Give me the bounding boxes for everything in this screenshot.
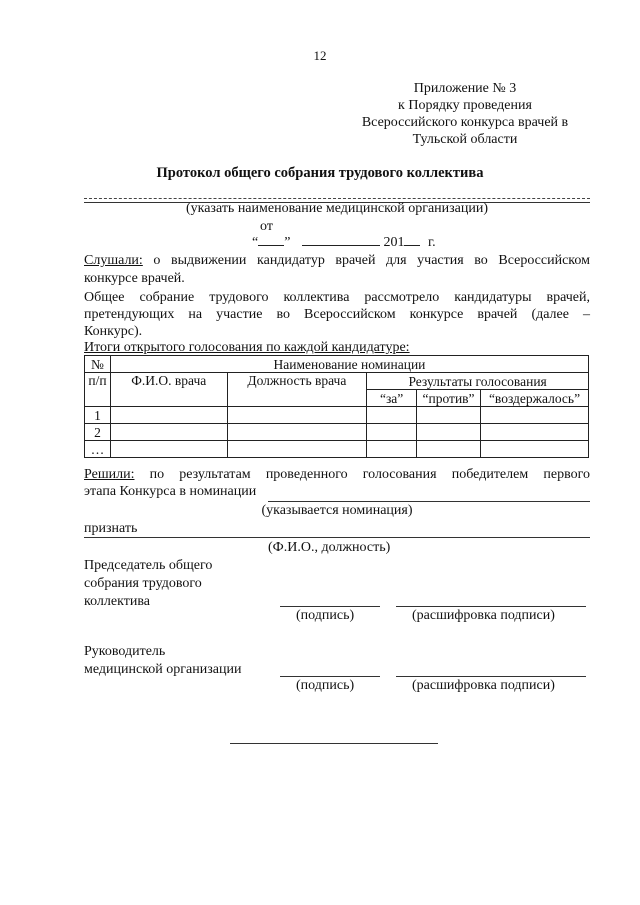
against-header: “против” <box>417 390 481 407</box>
num-header-1: № <box>85 356 111 373</box>
num-header-2: п/п <box>85 373 111 407</box>
date-open-quote: “ <box>252 235 259 250</box>
date-year: 201 <box>383 235 405 250</box>
paragraph-line-3: Конкурс). <box>84 324 143 339</box>
table-cell <box>481 407 589 424</box>
appendix-line-4: Тульской области <box>412 132 518 147</box>
nomination-header: Наименование номинации <box>110 356 588 373</box>
table-cell <box>481 441 589 458</box>
results-heading: Итоги открытого голосования по каждой кандидатуре: <box>84 340 410 355</box>
chairman-signature-hint: (подпись) <box>296 608 355 623</box>
table-cell <box>227 424 367 441</box>
chairman-decode-line <box>396 606 586 607</box>
chairman-line-2: собрания трудового <box>84 576 202 591</box>
head-decode-hint: (расшифровка подписи) <box>412 678 555 693</box>
head-line-1: Руководитель <box>84 644 166 659</box>
appendix-line-3: Всероссийского конкурса врачей в <box>361 115 569 130</box>
chairman-signature-line <box>280 606 380 607</box>
chairman-line-3: коллектива <box>84 594 150 609</box>
head-signature-line <box>280 676 380 677</box>
decided-line-2: этапа Конкурса в номинации <box>84 484 257 499</box>
document-title: Протокол общего собрания трудового коллектива <box>156 165 484 181</box>
table-cell <box>367 424 417 441</box>
org-name-line <box>84 198 590 199</box>
end-line <box>230 743 438 744</box>
appendix-line-2: к Порядку проведения <box>398 98 532 113</box>
appendix-line-1: Приложение № 3 <box>413 81 517 96</box>
head-decode-line <box>396 676 586 677</box>
name-header: Ф.И.О. врача <box>110 373 227 407</box>
voting-results-table <box>84 355 589 458</box>
table-cell <box>367 441 417 458</box>
table-row <box>85 441 589 458</box>
org-name-hint: (указать наименование медицинской организации) <box>185 201 489 216</box>
table-cell <box>417 407 481 424</box>
chairman-block <box>84 557 212 611</box>
decided-line-1 <box>84 467 590 483</box>
table-cell <box>227 407 367 424</box>
heard-text-1: о выдвижении кандидатур врачей для участия во Всероссийском <box>153 253 590 268</box>
table-cell <box>481 424 589 441</box>
abstain-header: “воздержалось” <box>481 390 589 407</box>
table-row <box>85 424 589 441</box>
table-cell <box>417 424 481 441</box>
position-header: Должность врача <box>227 373 367 407</box>
table-cell <box>110 441 227 458</box>
paragraph-line-1: Общее собрание трудового коллектива рассмотрело кандидатуры врачей, <box>84 290 590 305</box>
date-year-suffix: г. <box>427 235 436 250</box>
heard-line-1 <box>84 253 590 269</box>
name-position-hint: (Ф.И.О., должность) <box>268 540 391 555</box>
date-from-label: от <box>260 219 273 234</box>
appendix-block <box>340 80 590 148</box>
month-blank <box>302 245 380 246</box>
decided-text-1: по результатам проведенного голосования победителем первого <box>149 467 590 482</box>
paragraph-line-2: претендующих на участие во Всероссийском конкурсе врачей (далее – <box>84 307 590 322</box>
table-cell <box>110 424 227 441</box>
table-cell <box>227 441 367 458</box>
table-cell <box>417 441 481 458</box>
date-close-quote: ” <box>284 235 291 250</box>
decided-label: Решили: <box>84 467 135 482</box>
day-blank <box>258 245 284 246</box>
page-number: 12 <box>313 48 327 63</box>
recognize-line <box>84 537 590 538</box>
head-line-2: медицинской организации <box>84 662 242 677</box>
nomination-hint: (указывается номинация) <box>261 503 413 518</box>
row-number: 2 <box>85 424 111 441</box>
for-header: “за” <box>367 390 417 407</box>
chairman-decode-hint: (расшифровка подписи) <box>412 608 555 623</box>
nomination-line <box>268 501 590 502</box>
chairman-line-1: Председатель общего <box>84 558 213 573</box>
year-blank <box>404 245 420 246</box>
table-row <box>85 407 589 424</box>
heard-label: Слушали: <box>84 253 143 268</box>
recognize-label: признать <box>84 521 138 536</box>
row-number: 1 <box>85 407 111 424</box>
date-line <box>252 235 436 251</box>
results-header: Результаты голосования <box>367 373 589 390</box>
row-number: … <box>85 441 111 458</box>
table-cell <box>110 407 227 424</box>
head-signature-hint: (подпись) <box>296 678 355 693</box>
head-block <box>84 643 241 679</box>
table-cell <box>367 407 417 424</box>
heard-line-2: конкурсе врачей. <box>84 271 185 286</box>
